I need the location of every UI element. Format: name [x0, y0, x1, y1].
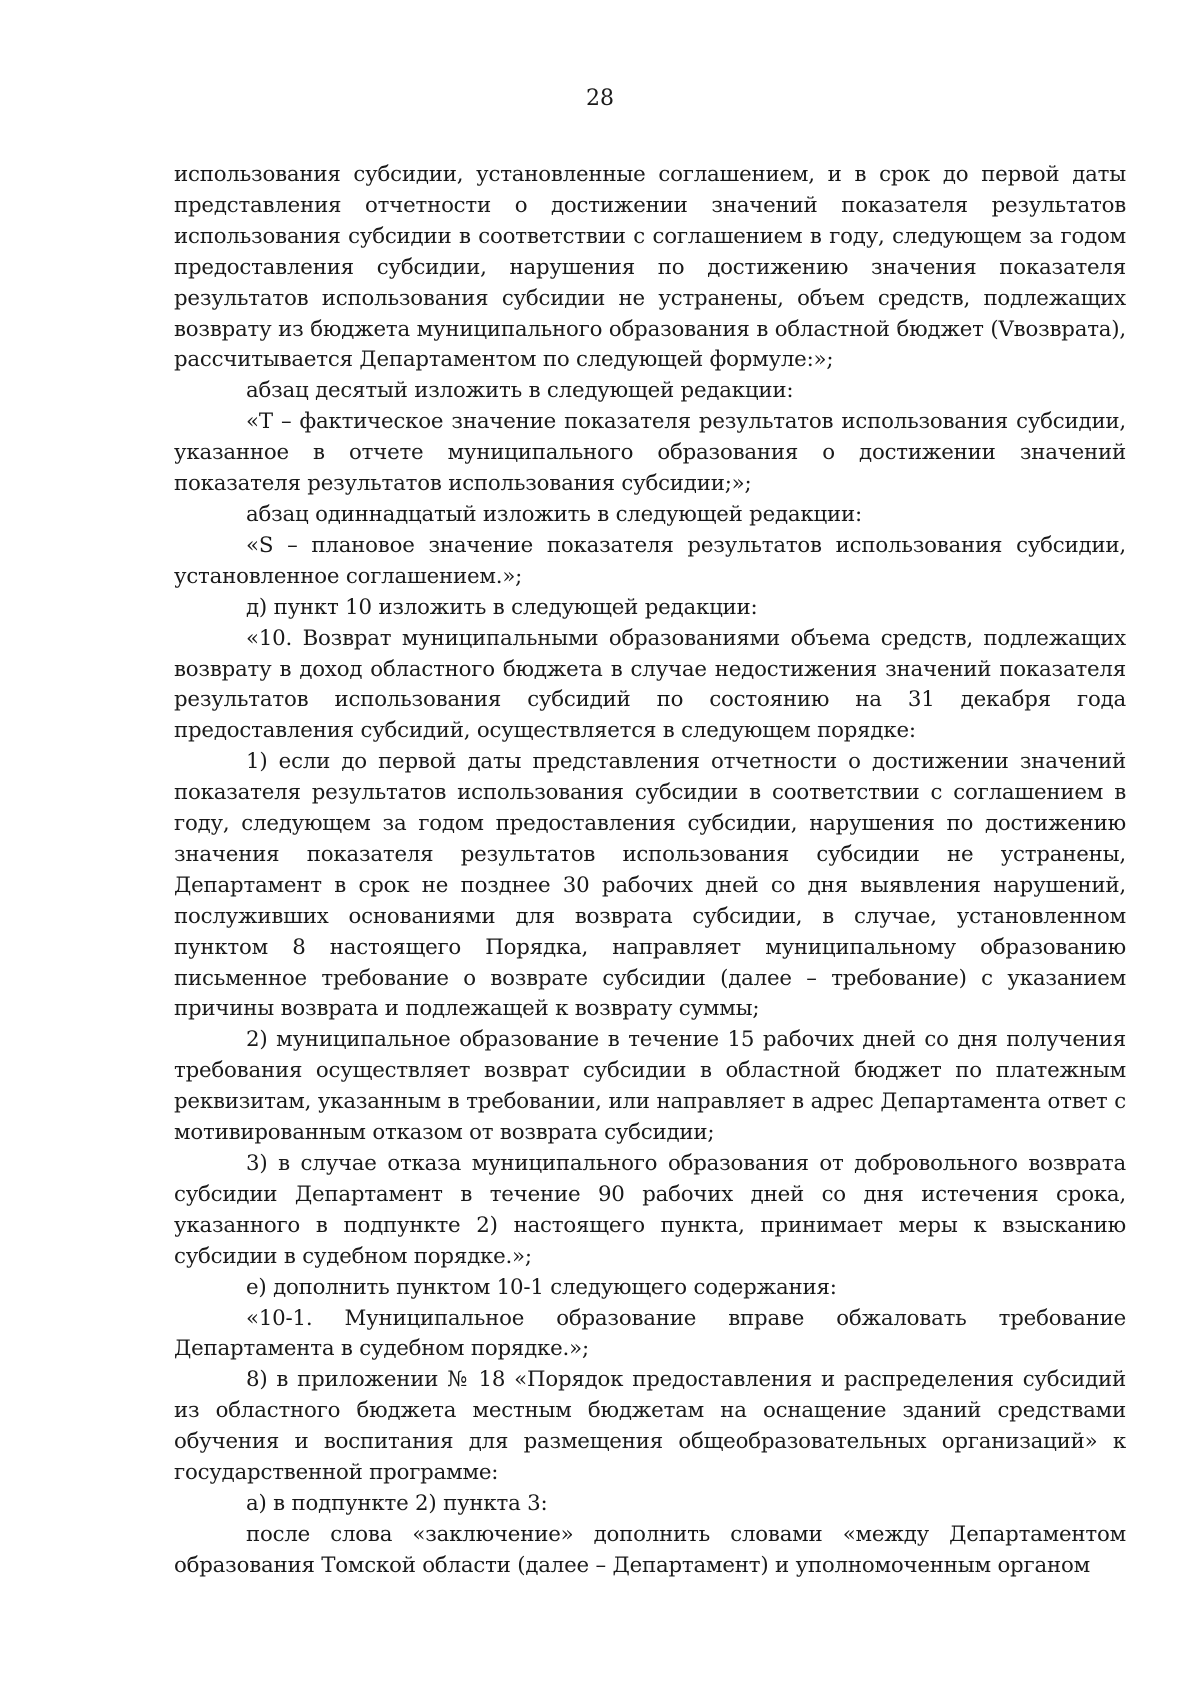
paragraph: а) в подпункте 2) пункта 3: [246, 1490, 548, 1516]
paragraph: 1) если до первой даты представления отчетности о достижении значений показателя результатов использования субсидии в соответствии с соглашением в году, следующем за годом предоставления субсидии, нарушения по достижению значения показателя результатов использования субсидии не устранены, Департамент в срок не позднее 30 рабочих дней со дня выявления нарушений, послуживших основаниями для возврата субсидии, в случае, установленном пунктом 8 настоящего Порядка, направляет муниципальному образованию письменное требование о возврате субсидии (далее – требование) с указанием причины возврата и подлежащей к возврату суммы; [174, 749, 1126, 1022]
paragraph-continuation: использования субсидии, установленные соглашением, и в срок до первой даты представления отчетности о достижении значений показателя результатов использования субсидии в соответствии с соглашением в году, следующем за годом предоставления субсидии, нарушения по достижению значения показателя результатов использования субсидии не устранены, объем средств, подлежащих возврату из бюджета муниципального образования в областной бюджет (Vвозврата), рассчитывается Департаментом по следующей формуле:»; [174, 162, 1126, 373]
paragraph: «10. Возврат муниципальными образованиями объема средств, подлежащих возврату в доход областного бюджета в случае недостижения значений показателя результатов использования субсидий по состоянию на 31 декабря года предоставления субсидий, осуществляется в следующем порядке: [174, 625, 1126, 744]
document-body [174, 160, 1126, 1582]
page-number: 28 [586, 86, 614, 111]
paragraph: 3) в случае отказа муниципального образования от добровольного возврата субсидии Департамент в течение 90 рабочих дней со дня истечения срока, указанного в подпункте 2) настоящего пункта, принимает меры к взысканию субсидии в судебном порядке.»; [174, 1151, 1126, 1269]
paragraph: 8) в приложении № 18 «Порядок предоставления и распределения субсидий из областного бюджета местным бюджетам на оснащение зданий средствами обучения и воспитания для размещения общеобразовательных организаций» к государственной программе: [174, 1367, 1126, 1486]
paragraph: е) дополнить пунктом 10-1 следующего содержания: [246, 1274, 837, 1300]
paragraph: после слова «заключение» дополнить словами «между Департаментом образования Томской области (далее – Департамент) и уполномоченным органом [174, 1521, 1126, 1578]
paragraph: абзац одиннадцатый изложить в следующей редакции: [246, 501, 862, 527]
paragraph: «10-1. Муниципальное образование вправе обжаловать требование Департамента в судебном порядке.»; [174, 1305, 1126, 1362]
paragraph: «S – плановое значение показателя результатов использования субсидии, установленное соглашением.»; [174, 532, 1126, 589]
paragraph: д) пункт 10 изложить в следующей редакции: [246, 594, 758, 620]
paragraph: абзац десятый изложить в следующей редакции: [246, 378, 794, 404]
paragraph: «T – фактическое значение показателя результатов использования субсидии, указанное в отчете муниципального образования о достижении значений показателя результатов использования субсидии;»; [174, 409, 1126, 497]
paragraph: 2) муниципальное образование в течение 15 рабочих дней со дня получения требования осуществляет возврат субсидии в областной бюджет по платежным реквизитам, указанным в требовании, или направляет в адрес Департамента ответ с мотивированным отказом от возврата субсидии; [174, 1027, 1126, 1146]
